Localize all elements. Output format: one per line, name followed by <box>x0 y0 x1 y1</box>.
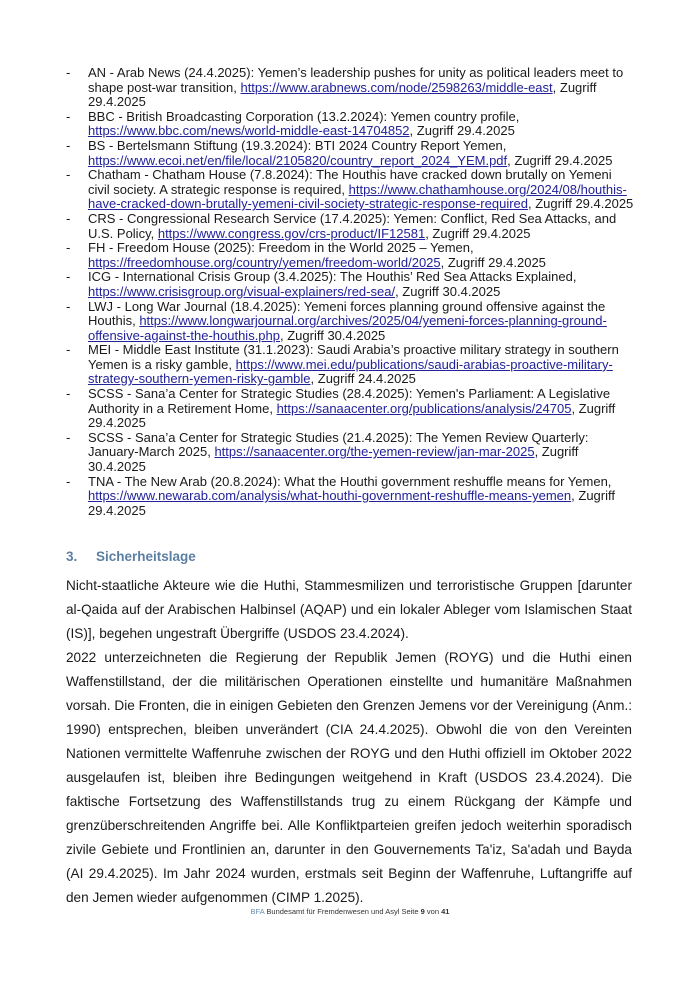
reference-link[interactable]: https://www.mei.edu/publications/saudi-arabias-proactive-military-strategy-southern-yemen-risky-gamble <box>88 356 613 387</box>
bullet-dash: - <box>66 473 71 489</box>
reference-link[interactable]: https://www.ecoi.net/en/file/local/2105820/country_report_2024_YEM.pdf <box>88 152 508 168</box>
bullet-dash: - <box>66 167 71 183</box>
reference-list <box>66 66 636 518</box>
reference-access-date: , Zugriff 30.4.2025 <box>280 327 386 343</box>
reference-access-date: , Zugriff 29.4.2025 <box>88 488 615 518</box>
reference-text: TNA - The New Arab (20.8.2024): What the Houthi government reshuffle means for Yemen, <box>88 473 612 489</box>
reference-link[interactable]: https://freedomhouse.org/country/yemen/freedom-world/2025 <box>88 254 441 270</box>
reference-item <box>66 241 636 270</box>
reference-text: LWJ - Long War Journal (18.4.2025): Yemeni forces planning ground offensive against the Houthis, <box>88 298 606 329</box>
reference-text: SCSS - Sana’a Center for Strategic Studies (28.4.2025): Yemen's Parliament: A Legislative Authority in a Retirement Home, <box>88 386 611 416</box>
reference-link[interactable]: https://www.congress.gov/crs-product/IF12581 <box>157 225 426 241</box>
reference-text: BBC - British Broadcasting Corporation (13.2.2024): Yemen country profile, <box>88 108 520 124</box>
bullet-dash: - <box>66 240 71 256</box>
reference-text: BS - Bertelsmann Stiftung (19.3.2024): BTI 2024 Country Report Yemen, <box>88 137 507 153</box>
bfa-logo-text: BFA <box>250 907 265 916</box>
reference-item <box>66 66 636 110</box>
reference-text: AN - Arab News (24.4.2025): Yemen’s leadership pushes for unity as political leaders meet to shape post-war transition, <box>88 65 624 95</box>
reference-access-date: , Zugriff 24.4.2025 <box>310 371 416 387</box>
page-footer <box>0 907 700 916</box>
reference-text: ICG - International Crisis Group (3.4.2025): The Houthis’ Red Sea Attacks Explained, <box>88 269 577 285</box>
bullet-dash: - <box>66 210 71 226</box>
reference-access-date: , Zugriff 29.4.2025 <box>507 152 613 168</box>
bullet-dash: - <box>66 108 71 124</box>
reference-access-date: , Zugriff 29.4.2025 <box>409 123 515 139</box>
reference-link[interactable]: https://sanaacenter.org/the-yemen-review/jan-mar-2025 <box>214 444 535 460</box>
bullet-dash: - <box>66 269 71 285</box>
reference-access-date: , Zugriff 29.4.2025 <box>88 79 597 110</box>
reference-item <box>66 110 636 139</box>
reference-item <box>66 431 636 475</box>
footer-of: von <box>424 907 442 916</box>
bullet-dash: - <box>66 342 71 358</box>
reference-access-date: , Zugriff 29.4.2025 <box>528 196 634 212</box>
section-body <box>66 574 632 910</box>
reference-link[interactable]: https://www.chathamhouse.org/2024/08/houthis-have-cracked-down-brutally-yemeni-civil-society-strategic-response-required <box>88 181 627 212</box>
paragraph: 2022 unterzeichneten die Regierung der Republik Jemen (ROYG) und die Huthi einen Waffenstillstand, der die militärischen Operationen einstellte und humanitäre Maßnahmen vorsah. Die Fronten, die in einigen Gebieten den Grenzen Jemens vor der Vereinigung (Anm.: 1990) entsprechen, bleiben unverändert (CIA 24.4.2025). Obwohl die von den Vereinten Nationen vermittelte Waffenruhe zwischen der ROYG und den Huthi offiziell im Oktober 2022 ausgelaufen ist, bleiben ihre Bedingungen weitgehend in Kraft (USDOS 23.4.2024). Die faktische Fortsetzung des Waffenstillstands trug zu einem Rückgang der Kämpfe und grenzüberschreitenden Angriffe bei. Alle Konfliktparteien greifen jedoch weiterhin sporadisch zivile Gebiete und Frontlinien an, darunter in den Gouvernements Ta'iz, Sa'adah und Bayda (AI 29.4.2025). Im Jahr 2024 wurden, erstmals seit Beginn der Waffenruhe, Luftangriffe auf den Jemen wieder aufgenommen (CIMP 1.2025). <box>66 650 632 905</box>
reference-link[interactable]: https://www.bbc.com/news/world-middle-east-14704852 <box>88 123 410 139</box>
reference-link[interactable]: https://www.newarab.com/analysis/what-houthi-government-reshuffle-means-yemen <box>88 488 572 504</box>
reference-text: FH - Freedom House (2025): Freedom in the World 2025 – Yemen, <box>88 240 474 256</box>
page-number: 9 <box>420 907 425 916</box>
reference-text: CRS - Congressional Research Service (17.4.2025): Yemen: Conflict, Red Sea Attacks, and U.S. Policy, <box>88 210 617 241</box>
bullet-dash: - <box>66 137 71 153</box>
bullet-dash: - <box>66 298 71 314</box>
reference-access-date: , Zugriff 30.4.2025 <box>395 283 501 299</box>
bullet-dash: - <box>66 429 71 445</box>
bullet-dash: - <box>66 65 71 80</box>
reference-item <box>66 270 636 299</box>
reference-link[interactable]: https://www.crisisgroup.org/visual-explainers/red-sea/ <box>88 283 396 299</box>
reference-access-date: , Zugriff 29.4.2025 <box>425 225 531 241</box>
reference-access-date: , Zugriff 30.4.2025 <box>88 444 579 475</box>
reference-item <box>66 475 636 519</box>
paragraph: Nicht-staatliche Akteure wie die Huthi, Stammesmilizen und terroristische Gruppen [darunter al-Qaida auf der Arabischen Halbinsel (AQAP) und ein lokaler Ableger vom Islamischen Staat (IS)], begehen ungestraft Übergriffe (USDOS 23.4.2024). <box>66 578 632 641</box>
footer-text: Bundesamt für Fremdenwesen und Asyl Seite <box>264 907 421 916</box>
reference-text: MEI - Middle East Institute (31.1.2023): Saudi Arabia’s proactive military strategy in southern Yemen is a risky gamble, <box>88 342 619 372</box>
reference-access-date: , Zugriff 29.4.2025 <box>88 400 616 431</box>
bullet-dash: - <box>66 386 71 402</box>
reference-item <box>66 168 636 212</box>
reference-link[interactable]: https://www.longwarjournal.org/archives/2025/04/yemeni-forces-planning-ground-offensive-against-the-houthis.php <box>88 313 607 343</box>
reference-text: Chatham - Chatham House (7.8.2024): The Houthis have cracked down brutally on Yemeni civil society. A strategic response is required, <box>88 167 612 197</box>
section-title: Sicherheitslage <box>96 549 196 564</box>
reference-item <box>66 139 636 168</box>
reference-link[interactable]: https://www.arabnews.com/node/2598263/middle-east <box>240 79 553 95</box>
reference-link[interactable]: https://sanaacenter.org/publications/analysis/24705 <box>276 400 572 416</box>
reference-item <box>66 343 636 387</box>
reference-item <box>66 387 636 431</box>
reference-access-date: , Zugriff 29.4.2025 <box>440 254 546 270</box>
section-number: 3. <box>66 549 78 564</box>
reference-item <box>66 212 636 241</box>
page-total: 41 <box>441 907 450 916</box>
reference-text: SCSS - Sana’a Center for Strategic Studies (21.4.2025): The Yemen Review Quarterly: January-March 2025, <box>88 429 589 460</box>
reference-item <box>66 300 636 344</box>
section-heading <box>66 549 196 564</box>
